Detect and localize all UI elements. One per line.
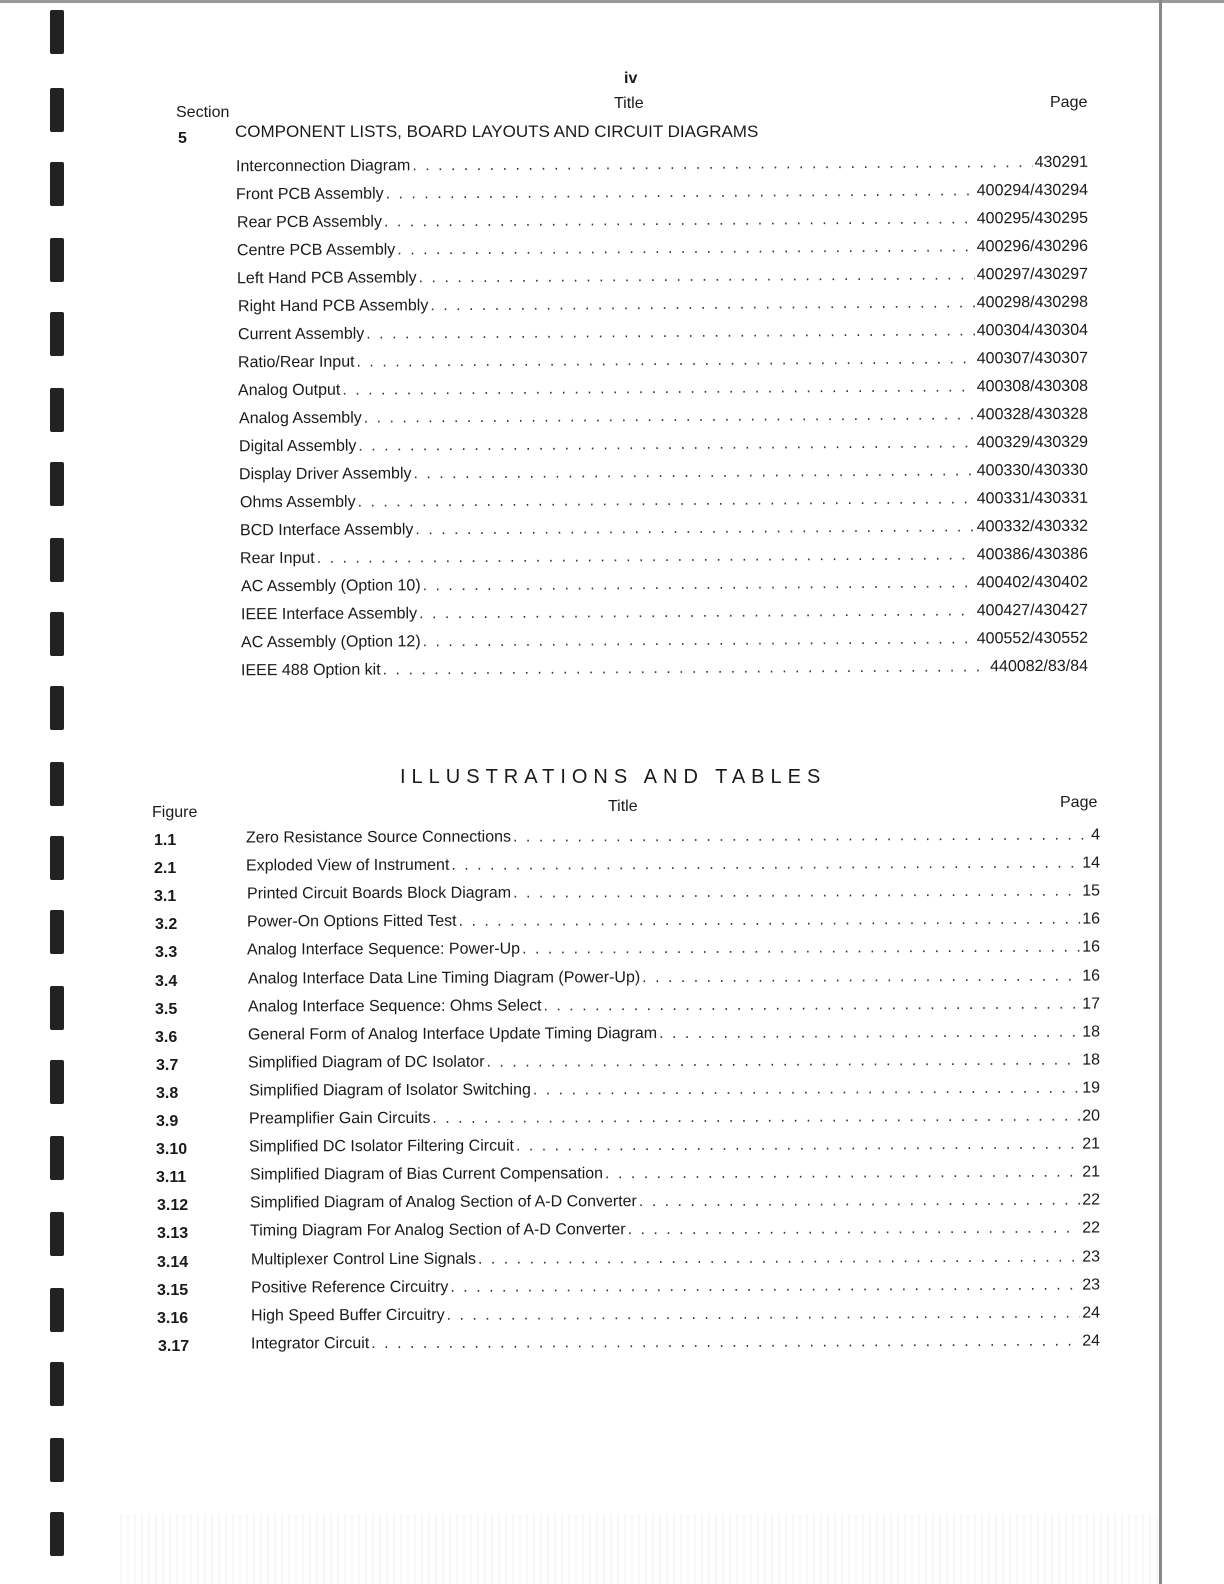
section-entry-row [241, 574, 1088, 596]
figure-number: 3.5 [155, 1000, 178, 1018]
figure-number: 3.12 [157, 1197, 189, 1215]
section-entry-page: 440082/83/84 [990, 657, 1089, 676]
dot-leader [423, 574, 975, 595]
section-entry-row [236, 182, 1088, 204]
illustration-entry-row [249, 1108, 1100, 1129]
binder-hole [50, 538, 64, 582]
dot-leader [478, 1248, 1080, 1268]
illustration-entry-title: Analog Interface Data Line Timing Diagram (Power-Up) [247, 968, 641, 987]
dot-leader [412, 154, 1032, 175]
illustration-entry-page: 16 [1082, 938, 1101, 956]
figure-number: 3.1 [154, 888, 177, 906]
section-entry-page: 400294/430294 [976, 181, 1089, 200]
illustration-entry-row [251, 1248, 1100, 1269]
section-entry-page: 400328/430328 [976, 405, 1089, 424]
section-entry-row [238, 350, 1088, 372]
illustration-entry-page: 21 [1082, 1163, 1101, 1181]
illustration-entry-title: Positive Reference Circuitry [250, 1278, 449, 1297]
section-entry-row [239, 406, 1088, 428]
illustration-entry-title: High Speed Buffer Circuitry [250, 1306, 445, 1325]
dot-leader [513, 883, 1080, 903]
section-entry-title: AC Assembly (Option 12) [240, 633, 421, 652]
section-entry-title: Interconnection Diagram [235, 157, 411, 176]
dot-leader [639, 1192, 1080, 1212]
section-entry-row [237, 238, 1088, 260]
dot-leader [450, 1276, 1080, 1296]
binder-hole [50, 836, 64, 880]
section-entry-title: Analog Assembly [238, 409, 362, 428]
binder-hole [50, 612, 64, 656]
illustration-entry-row [248, 1051, 1100, 1072]
binder-hole [50, 388, 64, 432]
illustration-entry-page: 4 [1091, 826, 1101, 844]
binder-hole [50, 686, 64, 730]
dot-leader [659, 1023, 1080, 1042]
section-col-header: Section [176, 104, 230, 121]
illustration-entry-page: 15 [1082, 882, 1101, 900]
illustration-entry-row [247, 883, 1100, 904]
illustration-entry-page: 23 [1082, 1248, 1101, 1266]
illustration-entry-page: 19 [1082, 1079, 1101, 1097]
section-entry-page: 400386/430386 [976, 545, 1089, 564]
binder-hole [50, 1136, 64, 1180]
section-entry-title: Left Hand PCB Assembly [236, 269, 417, 288]
dot-leader [430, 294, 975, 315]
dot-leader [605, 1164, 1080, 1184]
dot-leader [384, 210, 975, 231]
illustration-entry-title: Simplified Diagram of Isolator Switching [248, 1081, 531, 1100]
illustration-entry-row [249, 1079, 1100, 1100]
section-entry-page: 400552/430552 [976, 629, 1089, 648]
section-entry-page: 400304/430304 [976, 321, 1089, 340]
section-entry-page: 400295/430295 [976, 209, 1089, 228]
dot-leader [356, 350, 974, 371]
figure-number: 3.4 [155, 972, 178, 990]
section-entry-row [239, 462, 1088, 484]
section-entry-title: Ohms Assembly [239, 493, 356, 512]
dot-leader [423, 630, 975, 651]
illustration-entry-row [247, 911, 1100, 932]
illustration-entry-title: Simplified DC Isolator Filtering Circuit [248, 1137, 514, 1156]
illustration-entry-page: 24 [1082, 1332, 1101, 1350]
section-entry-row [238, 378, 1088, 400]
binder-hole [50, 1438, 64, 1482]
binder-hole [50, 462, 64, 506]
dot-leader [543, 995, 1080, 1015]
figure-number: 3.6 [155, 1028, 178, 1046]
illustration-entry-row [250, 1192, 1100, 1213]
dot-leader [533, 1079, 1080, 1099]
illustration-entry-row [248, 1023, 1100, 1044]
figure-number: 3.17 [158, 1337, 190, 1355]
section-entry-title: AC Assembly (Option 10) [240, 577, 421, 596]
illustration-entry-title: Multiplexer Control Line Signals [250, 1250, 477, 1268]
section-entry-page: 400332/430332 [976, 517, 1089, 536]
illustration-entry-row [251, 1304, 1100, 1325]
section-entry-page: 400296/430296 [976, 237, 1089, 256]
illustration-entry-page: 17 [1082, 995, 1101, 1013]
section-entry-title: BCD Interface Assembly [239, 521, 414, 540]
section-entry-row [241, 658, 1088, 680]
illustration-entry-title: Integrator Circuit [250, 1334, 370, 1353]
scan-top-edge [0, 0, 1224, 3]
figure-number: 3.13 [157, 1225, 189, 1243]
figure-number: 1.1 [154, 832, 177, 849]
illustration-entry-page: 18 [1082, 1051, 1101, 1069]
dot-leader [516, 1136, 1080, 1156]
section-entry-row [238, 294, 1088, 316]
dot-leader [383, 658, 989, 679]
binder-hole [50, 762, 64, 806]
section-entry-page: 400427/430427 [976, 601, 1089, 620]
section-entry-row [240, 490, 1088, 512]
section-number: 5 [178, 130, 187, 147]
illustration-entry-page: 22 [1082, 1191, 1101, 1209]
illustration-entry-title: Zero Resistance Source Connections [245, 828, 512, 847]
dot-leader [642, 967, 1080, 987]
section-entry-page: 400329/430329 [976, 433, 1089, 452]
dot-leader [358, 490, 975, 511]
section-entry-page: 400297/430297 [976, 265, 1089, 284]
section-entry-title: IEEE Interface Assembly [240, 605, 418, 624]
illustration-entry-row [251, 1332, 1100, 1353]
dot-leader [459, 911, 1081, 931]
section-entry-title: Display Driver Assembly [238, 465, 412, 484]
section-entry-row [237, 266, 1088, 288]
figure-number: 3.16 [157, 1309, 189, 1327]
illustration-entry-row [251, 1276, 1100, 1297]
dot-leader [342, 378, 975, 399]
scan-grain [120, 1514, 1160, 1584]
figure-number: 3.11 [156, 1169, 187, 1187]
illustration-entry-title: General Form of Analog Interface Update Timing Diagram [247, 1024, 658, 1044]
page-number: iv [624, 70, 638, 87]
dot-leader [371, 1332, 1080, 1352]
section-entry-title: IEEE 488 Option kit [240, 661, 381, 680]
section-entry-title: Front PCB Assembly [235, 185, 384, 204]
binder-hole [50, 1288, 64, 1332]
dot-leader [487, 1051, 1081, 1071]
section-entry-row [240, 518, 1088, 540]
illustrations-heading: ILLUSTRATIONS AND TABLES [400, 766, 827, 788]
illustrations-page-col-header: Page [1060, 794, 1098, 811]
section-entry-row [238, 322, 1088, 344]
binder-hole [50, 10, 64, 54]
dot-leader [358, 434, 974, 455]
figure-number: 3.14 [157, 1253, 189, 1271]
figure-number: 3.3 [155, 944, 178, 962]
figure-number: 3.10 [156, 1141, 188, 1159]
section-entry-title: Rear Input [239, 549, 315, 568]
illustration-entry-title: Simplified Diagram of DC Isolator [247, 1053, 485, 1072]
section-entry-title: Ratio/Rear Input [237, 353, 355, 372]
illustration-entry-page: 22 [1082, 1219, 1101, 1237]
section-entry-row [236, 154, 1088, 176]
illustration-entry-title: Analog Interface Sequence: Ohms Select [247, 997, 542, 1016]
section-entry-title: Analog Output [237, 381, 341, 400]
dot-leader [386, 182, 975, 203]
illustration-entry-page: 24 [1082, 1304, 1101, 1322]
illustration-entry-page: 16 [1082, 910, 1101, 928]
section-entry-page: 400331/430331 [976, 489, 1089, 508]
section-page-col-header: Page [1050, 94, 1088, 111]
illustration-entry-title: Timing Diagram For Analog Section of A-D Converter [249, 1221, 626, 1240]
binder-hole [50, 88, 64, 132]
illustration-entry-title: Simplified Diagram of Bias Current Compensation [249, 1165, 604, 1184]
dot-leader [513, 827, 1089, 847]
illustration-entry-page: 16 [1082, 967, 1101, 985]
binder-hole [50, 1060, 64, 1104]
illustration-entry-title: Preamplifier Gain Circuits [248, 1109, 431, 1128]
illustration-entry-page: 23 [1082, 1276, 1101, 1294]
section-entry-title: Digital Assembly [238, 437, 357, 456]
section-entry-page: 400298/430298 [976, 293, 1089, 312]
section-title-col-header: Title [614, 95, 644, 112]
figure-number: 3.7 [156, 1056, 179, 1074]
scan-right-edge [1159, 0, 1162, 1584]
dot-leader [419, 266, 975, 287]
section-entry-row [241, 602, 1088, 624]
illustration-entry-title: Printed Circuit Boards Block Diagram [246, 884, 512, 903]
dot-leader [413, 462, 974, 483]
dot-leader [628, 1220, 1081, 1240]
illustration-entry-page: 14 [1082, 854, 1101, 872]
section-entry-title: Current Assembly [237, 325, 365, 344]
illustration-entry-row [248, 995, 1100, 1016]
binder-hole [50, 162, 64, 206]
figure-number: 3.9 [156, 1113, 179, 1130]
binder-hole [50, 238, 64, 282]
illustrations-title-col-header: Title [608, 798, 638, 815]
section-entry-row [241, 630, 1088, 652]
section-entry-title: Centre PCB Assembly [236, 241, 396, 260]
section-entry-title: Rear PCB Assembly [236, 213, 382, 232]
section-title: COMPONENT LISTS, BOARD LAYOUTS AND CIRCUIT DIAGRAMS [235, 122, 759, 141]
illustration-entry-title: Exploded View of Instrument [245, 856, 450, 875]
dot-leader [432, 1108, 1080, 1128]
illustration-entry-page: 18 [1082, 1023, 1101, 1041]
dot-leader [415, 518, 974, 539]
dot-leader [447, 1304, 1081, 1324]
dot-leader [397, 238, 975, 259]
binder-hole [50, 1212, 64, 1256]
illustration-entry-row [249, 1136, 1100, 1157]
binder-hole [50, 986, 64, 1030]
illustration-entry-row [250, 1164, 1100, 1185]
illustration-entry-title: Analog Interface Sequence: Power-Up [246, 940, 521, 959]
dot-leader [366, 322, 975, 343]
section-entry-title: Right Hand PCB Assembly [237, 297, 429, 316]
binder-hole [50, 1362, 64, 1406]
dot-leader [364, 406, 975, 427]
section-entry-page: 400307/430307 [976, 349, 1089, 368]
section-entry-row [237, 210, 1088, 232]
section-entry-page: 400330/430330 [976, 461, 1089, 480]
dot-leader [522, 939, 1080, 959]
figure-col-header: Figure [152, 804, 198, 821]
illustration-entry-row [248, 967, 1100, 988]
illustration-entry-page: 21 [1082, 1135, 1101, 1153]
illustration-entry-row [247, 939, 1100, 960]
dot-leader [317, 546, 975, 567]
illustration-entry-row [246, 827, 1100, 848]
binder-hole [50, 312, 64, 356]
illustration-entry-row [246, 855, 1100, 876]
section-entry-row [239, 434, 1088, 456]
illustration-entry-page: 20 [1082, 1107, 1101, 1125]
illustration-entry-row [250, 1220, 1100, 1241]
figure-number: 3.2 [155, 916, 178, 934]
figure-number: 3.8 [156, 1084, 179, 1102]
binder-hole [50, 910, 64, 954]
section-entry-row [240, 546, 1088, 568]
figure-number: 2.1 [154, 860, 177, 878]
figure-number: 3.15 [157, 1281, 189, 1299]
illustration-entry-title: Power-On Options Fitted Test [246, 913, 457, 931]
illustration-entry-title: Simplified Diagram of Analog Section of A-D Converter [249, 1193, 637, 1212]
section-entry-page: 400308/430308 [976, 377, 1089, 396]
section-entry-page: 430291 [1034, 153, 1089, 172]
dot-leader [451, 855, 1080, 875]
binder-hole [50, 1512, 64, 1556]
section-entry-page: 400402/430402 [976, 573, 1089, 592]
dot-leader [419, 602, 975, 623]
